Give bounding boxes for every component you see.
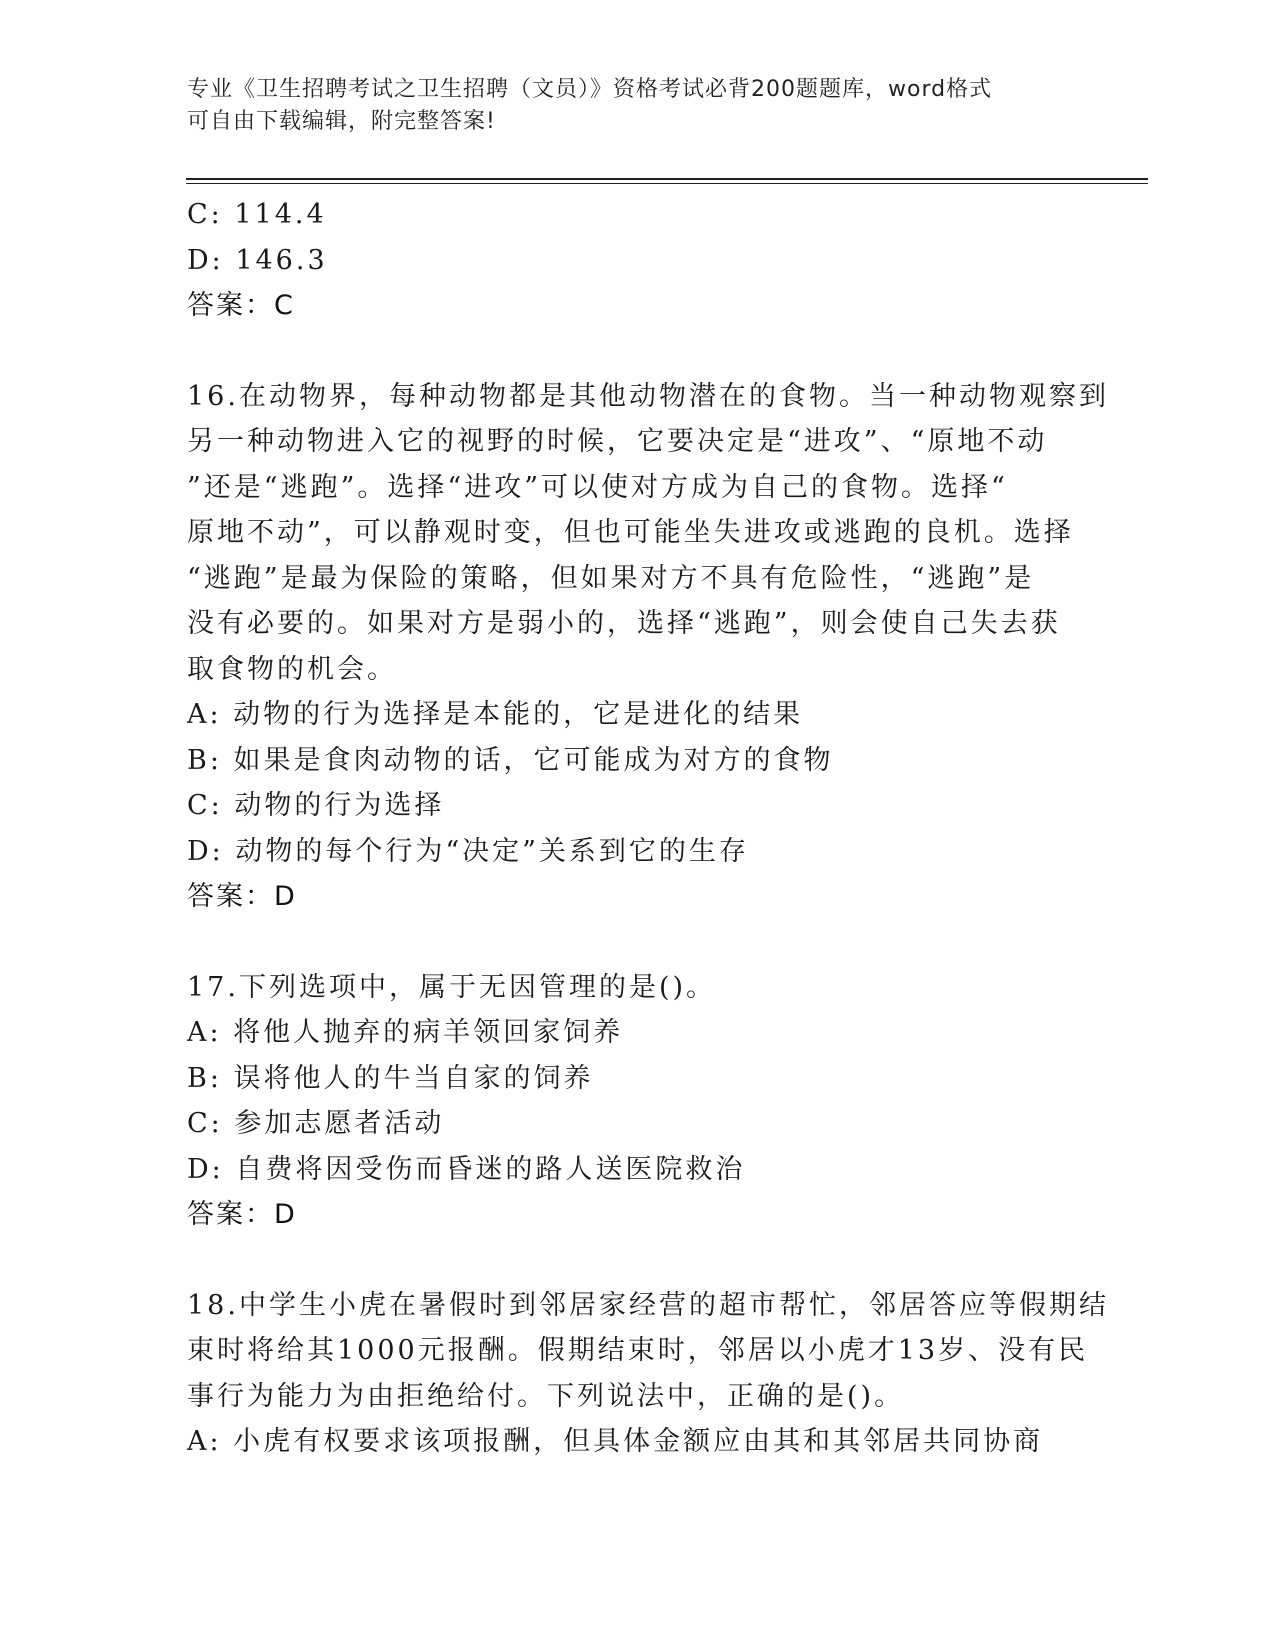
question-stem-line: 束时将给其1000元报酬。假期结束时，邻居以小虎才13岁、没有民 <box>187 1335 1089 1366</box>
question-stem-line: 原地不动”，可以静观时变，但也可能坐失进攻或逃跑的良机。选择 <box>187 517 1074 548</box>
answer-line: 答案：D <box>187 1199 297 1230</box>
option-c: C: 动物的行为选择 <box>187 790 445 821</box>
option-c: C: 参加志愿者活动 <box>187 1108 445 1139</box>
question-stem-line: 16.在动物界，每种动物都是其他动物潜在的食物。当一种动物观察到 <box>187 380 1109 412</box>
question-content <box>187 192 1109 1465</box>
question-stem-line: 事行为能力为由拒绝给付。下列说法中，正确的是()。 <box>187 1380 905 1412</box>
option-a: A: 动物的行为选择是本能的，它是进化的结果 <box>187 699 804 730</box>
question-stem-line: “逃跑”是最为保险的策略，但如果对方不具有危险性，“逃跑”是 <box>187 562 1035 594</box>
option-d: D: 146.3 <box>187 244 328 276</box>
option-c: C: 114.4 <box>187 199 327 230</box>
option-d: D: 自费将因受伤而昏迷的路人送医院救治 <box>187 1153 746 1185</box>
question-16 <box>187 374 1109 920</box>
answer-line: 答案：C <box>187 290 295 321</box>
document-header <box>187 74 1087 138</box>
header-divider-thick <box>186 178 1148 180</box>
answer-line: 答案：D <box>187 881 297 912</box>
option-b: B: 误将他人的牛当自家的饲养 <box>187 1062 594 1094</box>
option-a: A: 小虎有权要求该项报酬，但具体金额应由其和其邻居共同协商 <box>187 1426 1044 1457</box>
spacer <box>187 920 1087 965</box>
option-a: A: 将他人抛弃的病羊领回家饲养 <box>187 1017 624 1048</box>
spacer <box>187 329 1087 374</box>
question-17 <box>187 965 1087 1238</box>
previous-question-block <box>187 192 1087 329</box>
header-title-line-2: 可自由下载编辑，附完整答案! <box>187 109 496 134</box>
option-b: B: 如果是食肉动物的话，它可能成为对方的食物 <box>187 744 834 776</box>
question-stem-line: 取食物的机会。 <box>187 653 397 685</box>
question-stem-line: ”还是“逃跑”。选择“进攻”可以使对方成为自己的食物。选择“ <box>187 471 1008 503</box>
question-stem-line: 18.中学生小虎在暑假时到邻居家经营的超市帮忙，邻居答应等假期结 <box>187 1289 1109 1321</box>
question-18 <box>187 1283 1109 1465</box>
option-d: D: 动物的每个行为“决定”关系到它的生存 <box>187 835 749 867</box>
question-stem-line: 另一种动物进入它的视野的时候，它要决定是“进攻”、“原地不动 <box>187 426 1048 457</box>
question-stem-line: 没有必要的。如果对方是弱小的，选择“逃跑”，则会使自己失去获 <box>187 608 1061 639</box>
header-title-line-1: 专业《卫生招聘考试之卫生招聘（文员）》资格考试必背200题题库，word格式 <box>187 77 993 102</box>
spacer <box>187 1238 1087 1283</box>
question-stem: 17.下列选项中，属于无因管理的是()。 <box>187 971 717 1003</box>
header-divider-thin <box>186 183 1148 184</box>
